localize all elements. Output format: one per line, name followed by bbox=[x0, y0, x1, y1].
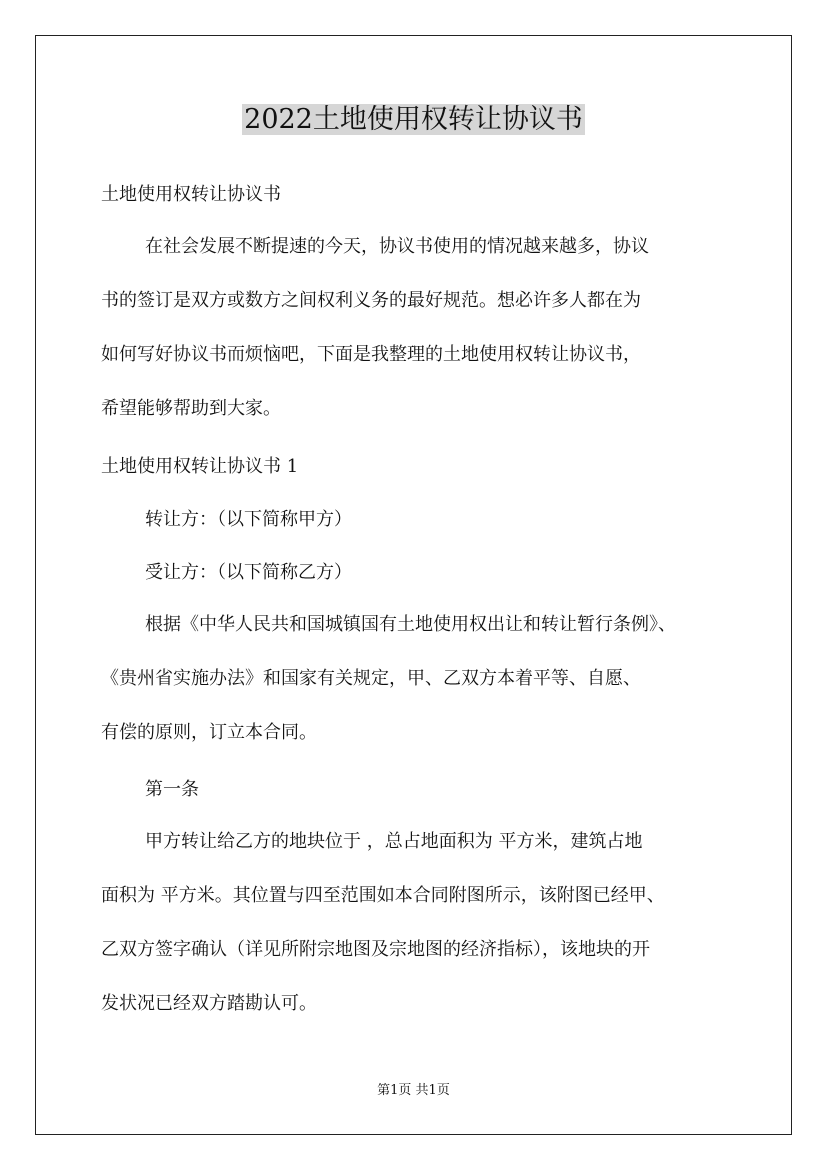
page-footer: 第1页 共1页 bbox=[377, 1083, 450, 1098]
basis-line: 根据《中华人民共和国城镇国有土地使用权出让和转让暂行条例》、 bbox=[145, 614, 676, 635]
transferee-line: 受让方：（以下简称乙方） bbox=[145, 562, 352, 583]
article-line: 面积为 平方米。其位置与四至范围如本合同附图所示，该附图已经甲、 bbox=[101, 885, 665, 906]
intro-line: 希望能够帮助到大家。 bbox=[101, 398, 281, 419]
document-title-text: 2022土地使用权转让协议书 bbox=[244, 104, 583, 135]
transferor-line: 转让方：（以下简称甲方） bbox=[145, 509, 352, 530]
article-line: 乙双方签字确认（详见所附宗地图及宗地图的经济指标），该地块的开 bbox=[101, 939, 650, 960]
article-paragraph bbox=[101, 815, 751, 1031]
basis-line: 《贵州省实施办法》和国家有关规定，甲、乙双方本着平等、自愿、 bbox=[101, 668, 641, 689]
intro-line: 书的签订是双方或数方之间权利义务的最好规范。想必许多人都在为 bbox=[101, 290, 641, 311]
article-line: 甲方转让给乙方的地块位于 ，总占地面积为 平方米，建筑占地 bbox=[145, 831, 643, 852]
intro-line: 在社会发展不断提速的今天，协议书使用的情况越来越多，协议 bbox=[145, 236, 649, 257]
intro-paragraph bbox=[101, 220, 751, 436]
agreement-heading: 土地使用权转让协议书 1 bbox=[101, 456, 299, 477]
article-heading: 第一条 bbox=[145, 779, 199, 800]
basis-paragraph bbox=[101, 598, 751, 760]
intro-line: 如何写好协议书而烦恼吧，下面是我整理的土地使用权转让协议书， bbox=[101, 344, 641, 365]
article-line: 发状况已经双方踏勘认可。 bbox=[101, 993, 317, 1014]
basis-line: 有偿的原则，订立本合同。 bbox=[101, 722, 317, 743]
subheading: 土地使用权转让协议书 bbox=[101, 184, 281, 205]
document-title bbox=[0, 98, 827, 142]
